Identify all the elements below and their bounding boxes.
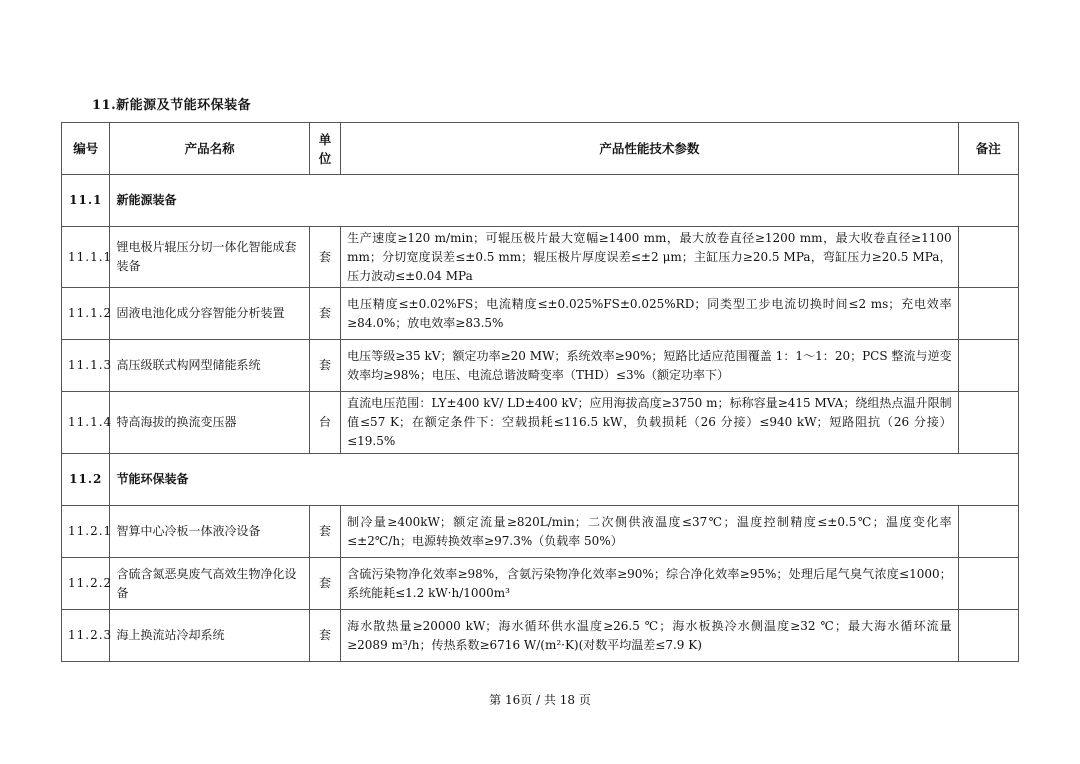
table-row (62, 288, 1019, 340)
row-product-name: 固液电池化成分容智能分析装置 (110, 288, 309, 340)
row-note (958, 392, 1018, 454)
header-note: 备注 (958, 123, 1018, 175)
row-product-name: 高压级联式构网型储能系统 (110, 340, 309, 392)
header-spec: 产品性能技术参数 (341, 123, 959, 175)
row-spec: 直流电压范围：LY±400 kV/ LD±400 kV；应用海拔高度≥3750 m；标称容量≥415 MVA；绕组热点温升限制值≤57 K；在额定条件下：空载损耗≤116.5 kW，负载损耗（26 分接）≤940 kW；短路阻抗（26 分接）≤19.5% (341, 392, 959, 454)
section-heading: 11.新能源及节能环保装备 (92, 98, 252, 113)
row-note (958, 227, 1018, 288)
row-product-name: 含硫含氮恶臭废气高效生物净化设备 (110, 558, 309, 610)
header-code: 编号 (62, 123, 110, 175)
table-row (62, 392, 1019, 454)
section-row-new-energy (62, 175, 1019, 227)
section-title: 新能源装备 (110, 175, 1019, 227)
row-spec: 海水散热量≥20000 kW；海水循环供水温度≥26.5 ℃；海水板换冷水侧温度≥32 ℃；最大海水循环流量≥2089 m³/h；传热系数≥6716 W/(m²·K)(对数平均温差≤7.9 K) (341, 610, 959, 662)
row-note (958, 506, 1018, 558)
row-unit: 台 (309, 392, 340, 454)
row-unit: 套 (309, 288, 340, 340)
row-note (958, 610, 1018, 662)
table-header-row (62, 123, 1019, 175)
row-unit: 套 (309, 610, 340, 662)
header-unit: 单位 (309, 123, 340, 175)
row-product-name: 海上换流站冷却系统 (110, 610, 309, 662)
table-row (62, 558, 1019, 610)
row-code: 11.2.3 (62, 610, 110, 662)
row-note (958, 558, 1018, 610)
header-product-name: 产品名称 (110, 123, 309, 175)
row-code: 11.1.1 (62, 227, 110, 288)
section-code: 11.1 (62, 175, 110, 227)
row-code: 11.1.3 (62, 340, 110, 392)
spec-table (61, 122, 1019, 662)
row-spec: 含硫污染物净化效率≥98%，含氨污染物净化效率≥90%；综合净化效率≥95%；处理后尾气臭气浓度≤1000；系统能耗≤1.2 kW·h/1000m³ (341, 558, 959, 610)
row-spec: 生产速度≥120 m/min；可辊压极片最大宽幅≥1400 mm，最大放卷直径≥1200 mm，最大收卷直径≥1100 mm；分切宽度误差≤±0.5 mm；辊压极片厚度误差≤±2 μm；主缸压力≥20.5 MPa，弯缸压力≥20.5 MPa，压力波动≤±0.04 MPa (341, 227, 959, 288)
row-product-name: 锂电极片辊压分切一体化智能成套装备 (110, 227, 309, 288)
row-spec: 制冷量≥400kW；额定流量≥820L/min；二次侧供液温度≤37℃；温度控制精度≤±0.5℃；温度变化率≤±2℃/h；电源转换效率≥97.3%（负载率 50%） (341, 506, 959, 558)
row-code: 11.1.2 (62, 288, 110, 340)
table-row (62, 227, 1019, 288)
row-note (958, 340, 1018, 392)
page-footer: 第 16页 / 共 18 页 (489, 693, 591, 707)
row-code: 11.1.4 (62, 392, 110, 454)
row-unit: 套 (309, 558, 340, 610)
row-unit: 套 (309, 340, 340, 392)
row-product-name: 智算中心冷板一体液冷设备 (110, 506, 309, 558)
row-spec: 电压等级≥35 kV；额定功率≥20 MW；系统效率≥90%；短路比适应范围覆盖 1：1～1：20；PCS 整流与逆变效率均≥98%；电压、电流总谐波畸变率（THD）≤3%（额定功率下） (341, 340, 959, 392)
table-row (62, 610, 1019, 662)
row-product-name: 特高海拔的换流变压器 (110, 392, 309, 454)
row-spec: 电压精度≤±0.02%FS；电流精度≤±0.025%FS±0.025%RD；同类型工步电流切换时间≤2 ms；充电效率≥84.0%；放电效率≥83.5% (341, 288, 959, 340)
section-code: 11.2 (62, 454, 110, 506)
row-code: 11.2.1 (62, 506, 110, 558)
row-unit: 套 (309, 506, 340, 558)
row-unit: 套 (309, 227, 340, 288)
table-row (62, 506, 1019, 558)
section-title: 节能环保装备 (110, 454, 1019, 506)
row-note (958, 288, 1018, 340)
section-row-energy-saving (62, 454, 1019, 506)
row-code: 11.2.2 (62, 558, 110, 610)
table-row (62, 340, 1019, 392)
